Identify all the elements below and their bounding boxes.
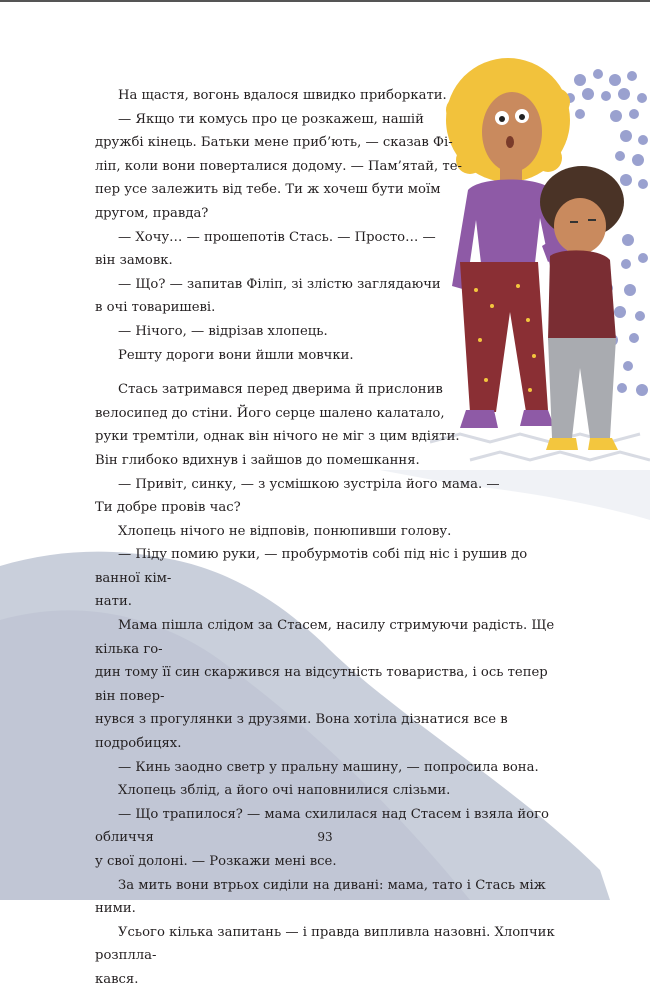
- text-line: Хлопець нічого не відповів, понюпивши голову.: [118, 523, 452, 539]
- text-line: На щастя, вогонь вдалося швидко приборкати.: [118, 88, 447, 103]
- text-line: велосипед до стіни. Його серце шалено калатало,: [95, 405, 445, 421]
- text-line: нати.: [95, 594, 132, 610]
- text-line: — Привіт, синку, — з усмішкою зустріла його мама. —: [118, 476, 500, 492]
- story-text: [95, 84, 555, 992]
- text-line: дружбі кінець. Батьки мене приб’ють, — сказав Фі-: [95, 135, 453, 151]
- text-line: Усього кілька запитань — і правда випливла назовні. Хлопчик розплла-: [95, 924, 555, 964]
- text-line: Він глибоко вдихнув і зайшов до помешкання.: [95, 452, 420, 468]
- text-line: ліп, коли вони поверталися додому. — Пам’ятай, те-: [95, 158, 462, 174]
- text-line: у свої долоні. — Розкажи мені все.: [95, 854, 337, 869]
- text-line: — Що? — запитав Філіп, зі злістю заглядаючи: [118, 276, 441, 292]
- text-line: другом, правда?: [95, 205, 209, 221]
- text-line: Хлопець зблід, а його очі наповнилися слізьми.: [118, 783, 451, 799]
- text-line: пер усе залежить від тебе. Ти ж хочеш бути моїм: [95, 182, 441, 198]
- text-line: За мить вони втрьох сиділи на дивані: мама, тато і Стась між ними.: [95, 877, 546, 917]
- text-line: кався.: [95, 971, 139, 987]
- text-line: Стась затримався перед дверима й прислонив: [118, 382, 443, 398]
- text-line: в очі товаришеві.: [95, 300, 216, 316]
- text-line: — Якщо ти комусь про це розкажеш, нашій: [118, 111, 424, 127]
- text-line: дин тому її син скаржився на відсутність товариства, і ось тепер він повер-: [95, 665, 548, 704]
- text-line: Мама пішла слідом за Стасем, насилу стримуючи радість. Ще кілька го-: [95, 618, 555, 657]
- text-line: нувся з прогулянки з друзями. Вона хотіла дізнатися все в подробицях.: [95, 712, 508, 752]
- text-line: — Піду помию руки, — пробурмотів собі під ніс і рушив до ванної кім-: [95, 547, 528, 586]
- text-line: — Що трапилося? — мама схилилася над Стасем і взяла його обличчя: [95, 806, 549, 846]
- text-line: руки тремтіли, однак він нічого не міг з цим вдіяти.: [95, 429, 460, 445]
- text-line: — Кинь заодно светр у пральну машину, — попросила вона.: [118, 759, 539, 775]
- text-line: Ти добре провів час?: [95, 500, 241, 516]
- text-line: — Хочу… — прошепотів Стась. — Просто… —: [118, 229, 436, 245]
- text-line: Решту дороги вони йшли мовчки.: [118, 347, 354, 363]
- text-line: він замовк.: [95, 253, 173, 269]
- page-number: 93: [317, 830, 333, 844]
- text-line: — Нічого, — відрізав хлопець.: [118, 323, 328, 339]
